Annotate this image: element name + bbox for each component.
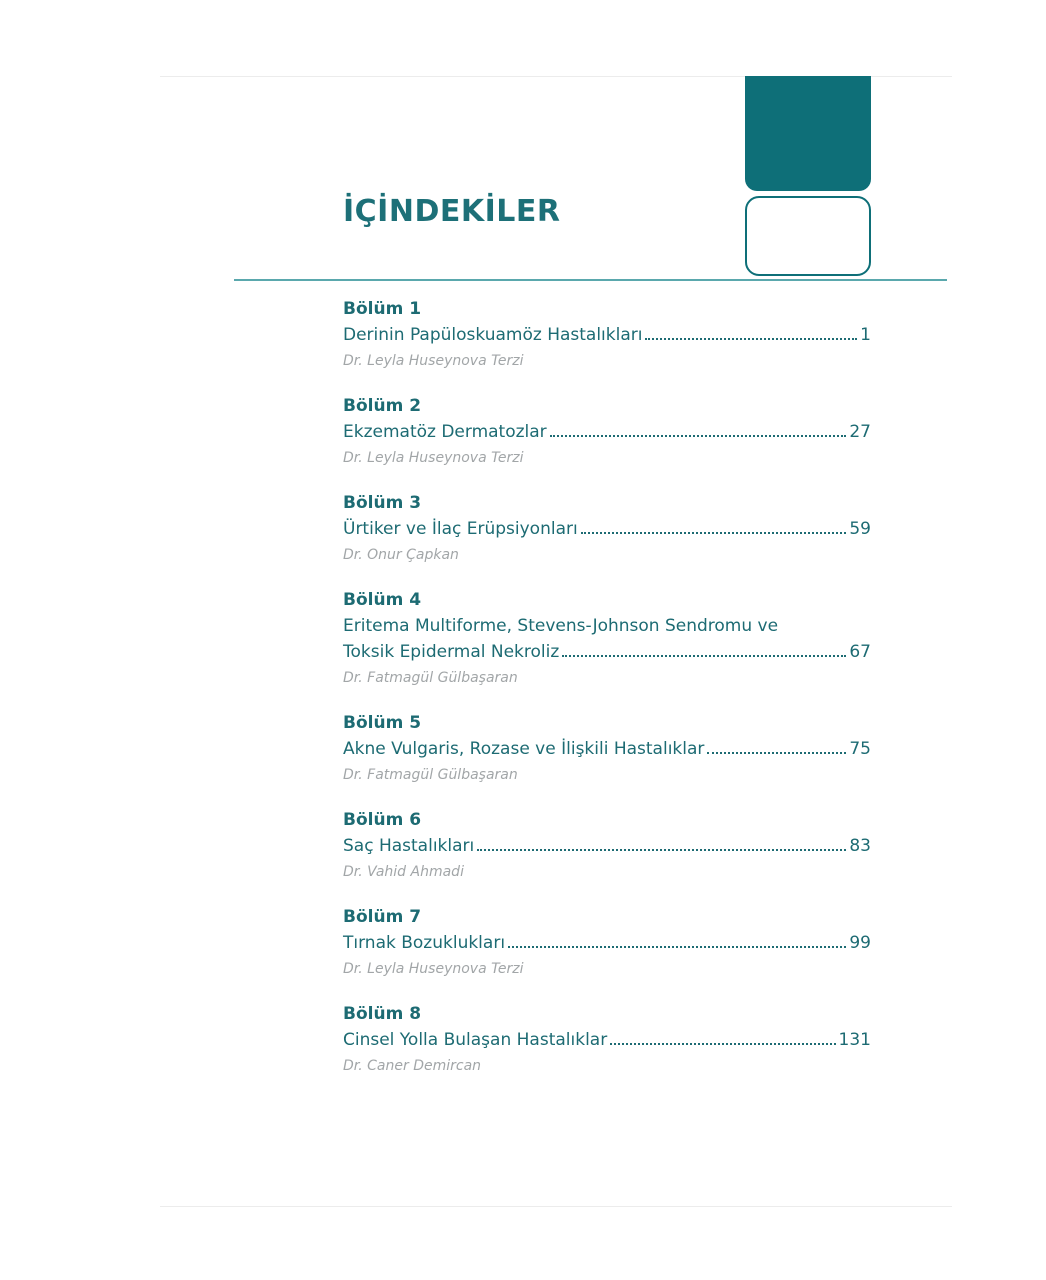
toc-entry[interactable] <box>343 904 871 982</box>
chapter-title: Akne Vulgaris, Rozase ve İlişkili Hastalıklar <box>343 739 705 759</box>
table-of-contents <box>343 296 871 1098</box>
chapter-author: Dr. Caner Demircan <box>343 1058 482 1074</box>
toc-entry[interactable] <box>343 490 871 568</box>
chapter-title-line <box>343 613 871 639</box>
chapter-title-line <box>343 322 871 348</box>
dot-leader <box>508 946 846 948</box>
decorative-tab-filled <box>745 76 871 191</box>
page-title: İÇİNDEKİLER <box>343 194 561 229</box>
chapter-title: Ürtiker ve İlaç Erüpsiyonları <box>343 519 578 539</box>
chapter-title-line <box>343 419 871 445</box>
page-number: 131 <box>838 1030 871 1050</box>
chapter-number: Bölüm 4 <box>343 590 422 610</box>
decorative-tab-outline <box>745 196 871 276</box>
chapter-author: Dr. Vahid Ahmadi <box>343 864 464 880</box>
chapter-title-line <box>343 516 871 542</box>
chapter-title-line <box>343 736 871 762</box>
toc-entry[interactable] <box>343 710 871 788</box>
chapter-title-line <box>343 930 871 956</box>
chapter-author: Dr. Leyla Huseynova Terzi <box>343 961 524 977</box>
dot-leader <box>707 752 846 754</box>
chapter-title: Saç Hastalıkları <box>343 836 475 856</box>
chapter-number: Bölüm 6 <box>343 810 422 830</box>
chapter-number: Bölüm 2 <box>343 396 422 416</box>
chapter-title: Cinsel Yolla Bulaşan Hastalıklar <box>343 1030 608 1050</box>
chapter-author: Dr. Fatmagül Gülbaşaran <box>343 767 518 783</box>
toc-entry[interactable] <box>343 807 871 885</box>
chapter-author: Dr. Fatmagül Gülbaşaran <box>343 670 518 686</box>
bottom-border-line <box>160 1206 952 1207</box>
chapter-title-line <box>343 1027 871 1053</box>
toc-entry[interactable] <box>343 587 871 691</box>
chapter-title: Ekzematöz Dermatozlar <box>343 422 547 442</box>
chapter-title-line <box>343 639 871 665</box>
page-number: 27 <box>849 422 871 442</box>
chapter-author: Dr. Onur Çapkan <box>343 547 459 563</box>
chapter-number: Bölüm 7 <box>343 907 422 927</box>
chapter-title: Derinin Papüloskuamöz Hastalıkları <box>343 325 643 345</box>
dot-leader <box>562 655 846 657</box>
page-number: 59 <box>849 519 871 539</box>
chapter-title: Tırnak Bozuklukları <box>343 933 506 953</box>
dot-leader <box>550 435 847 437</box>
chapter-number: Bölüm 8 <box>343 1004 422 1024</box>
chapter-author: Dr. Leyla Huseynova Terzi <box>343 353 524 369</box>
toc-entry[interactable] <box>343 296 871 374</box>
dot-leader <box>477 849 846 851</box>
toc-entry[interactable] <box>343 393 871 471</box>
chapter-number: Bölüm 3 <box>343 493 422 513</box>
dot-leader <box>645 338 857 340</box>
page-number: 75 <box>849 739 871 759</box>
page-number: 67 <box>849 642 871 662</box>
page-number: 99 <box>849 933 871 953</box>
title-divider <box>234 279 947 281</box>
chapter-title: Eritema Multiforme, Stevens-Johnson Sendromu ve <box>343 616 779 636</box>
toc-entry[interactable] <box>343 1001 871 1079</box>
page-number: 1 <box>860 325 871 345</box>
page-number: 83 <box>849 836 871 856</box>
dot-leader <box>610 1043 835 1045</box>
chapter-title-line <box>343 833 871 859</box>
dot-leader <box>581 532 847 534</box>
chapter-title: Toksik Epidermal Nekroliz <box>343 642 560 662</box>
chapter-author: Dr. Leyla Huseynova Terzi <box>343 450 524 466</box>
chapter-number: Bölüm 5 <box>343 713 422 733</box>
chapter-number: Bölüm 1 <box>343 299 422 319</box>
